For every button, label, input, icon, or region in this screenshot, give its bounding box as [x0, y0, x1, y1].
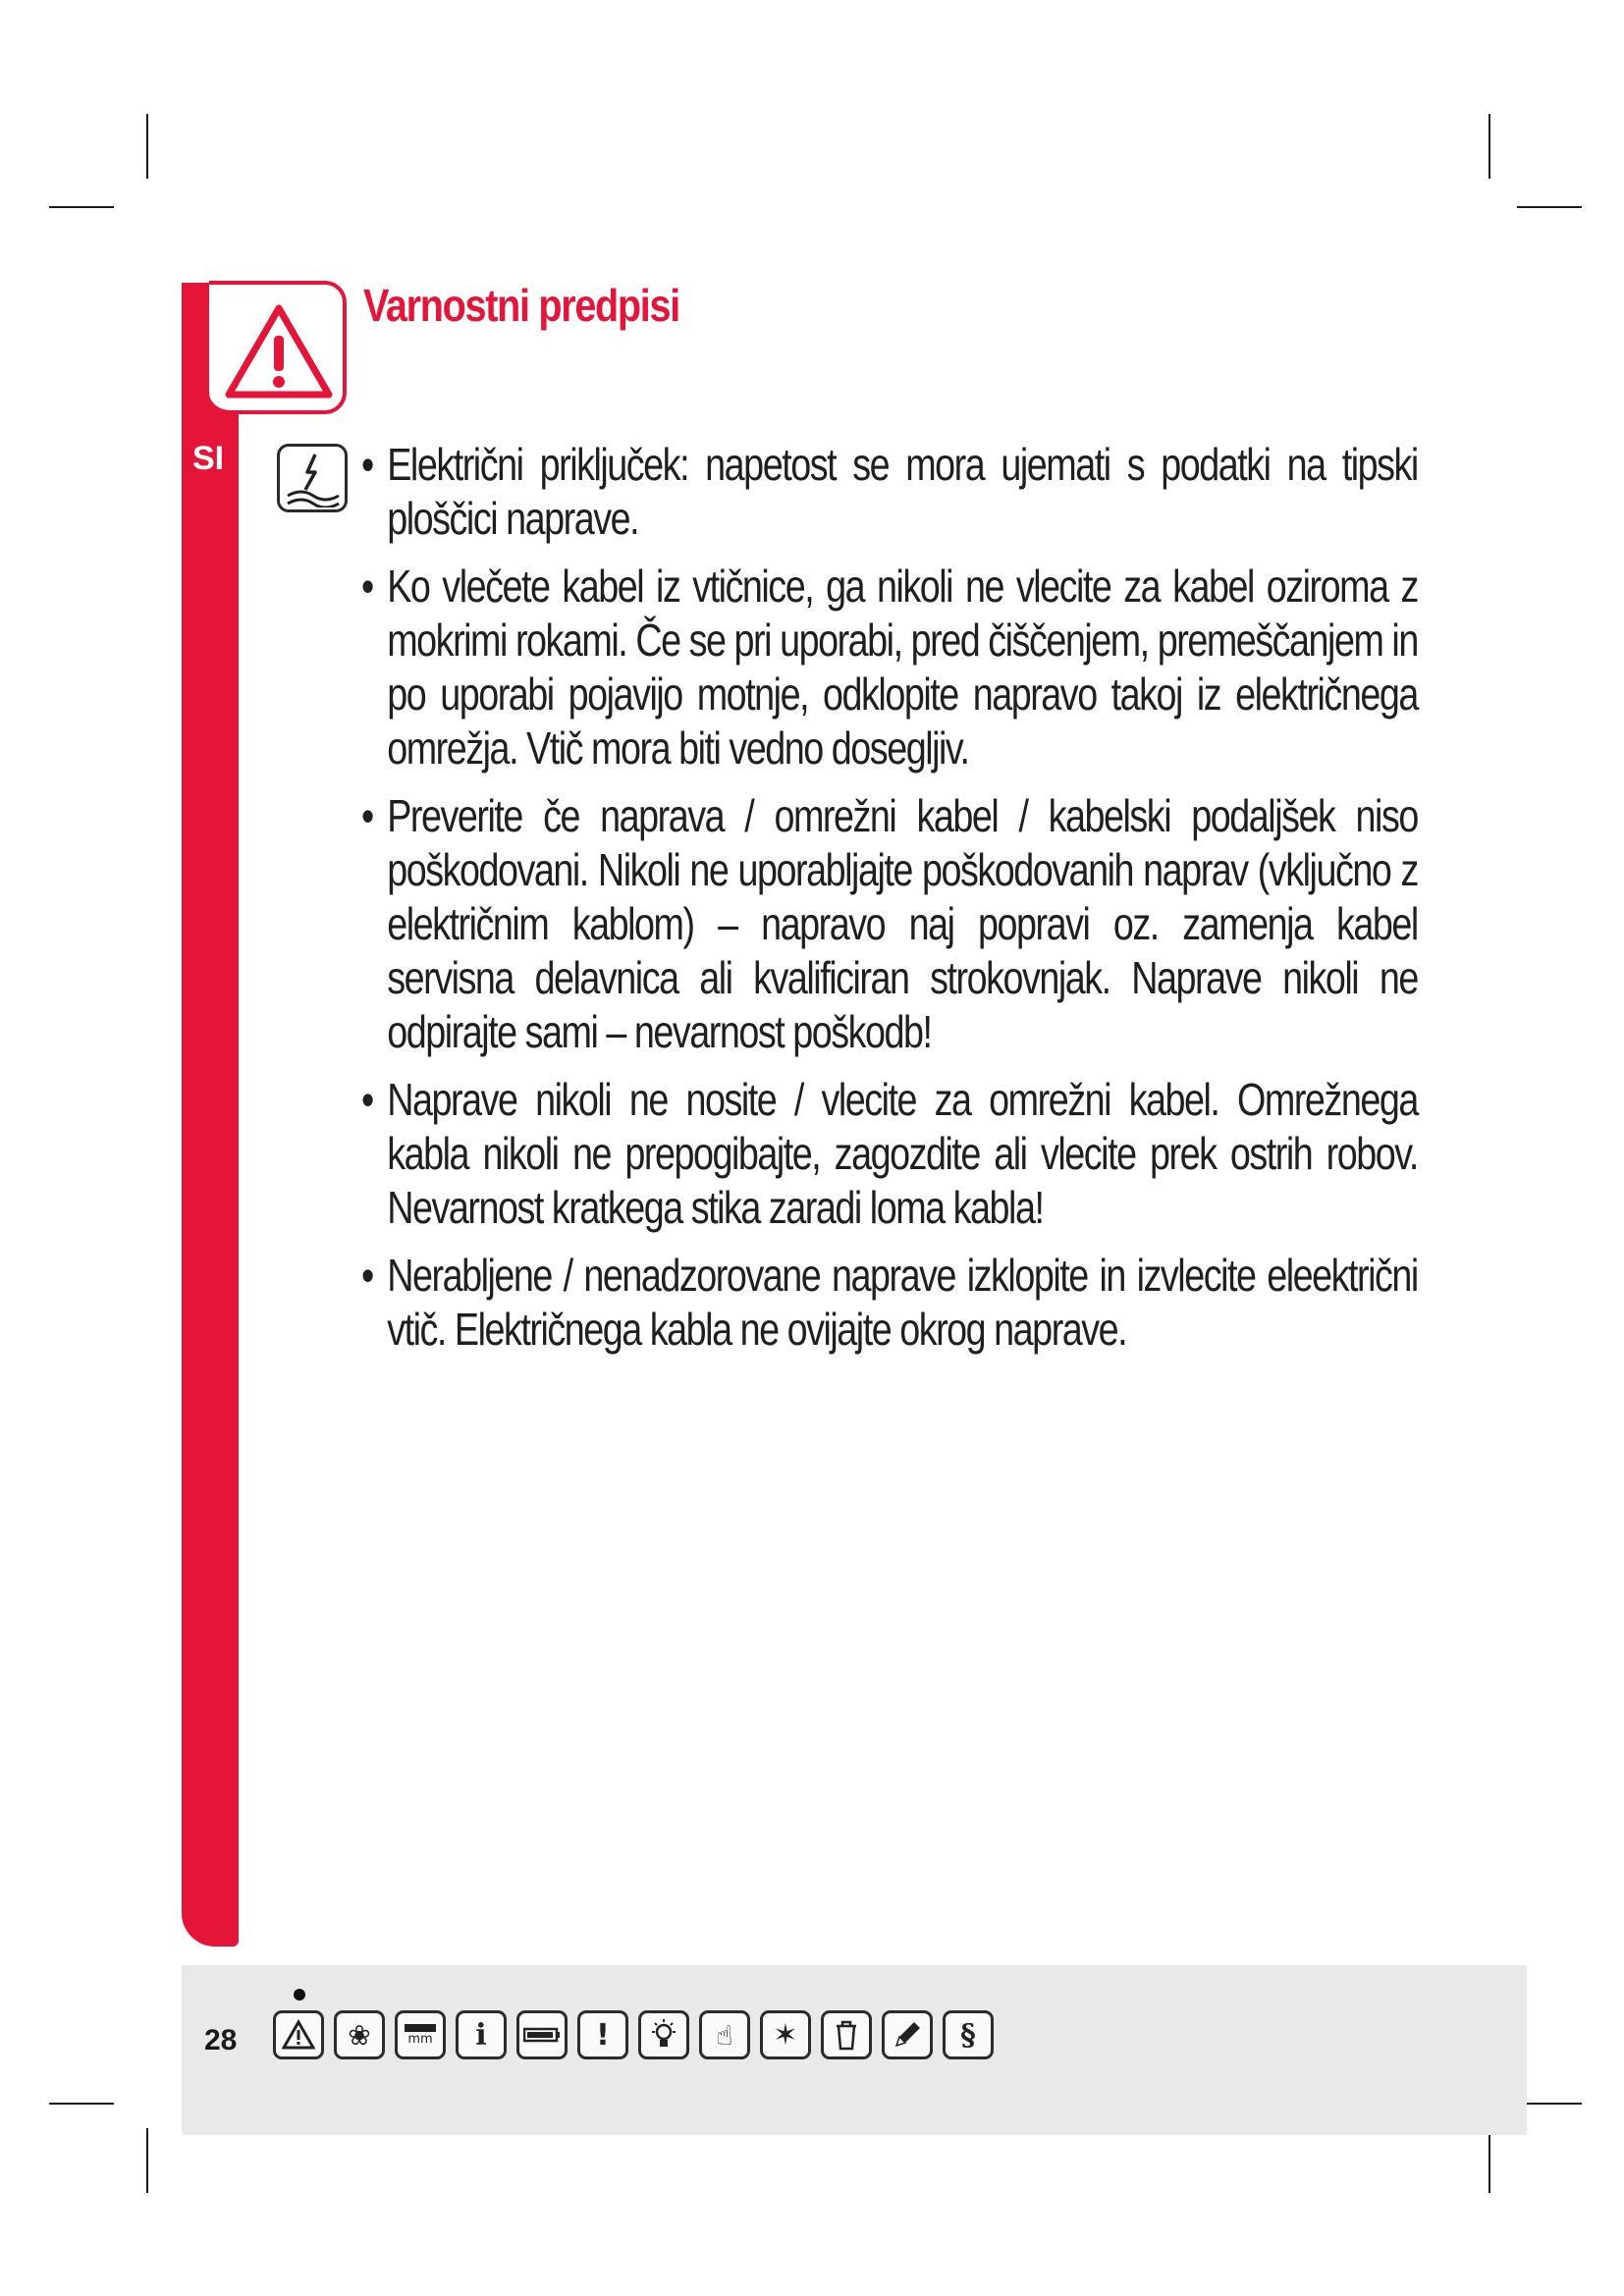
crop-mark: [1489, 2128, 1490, 2193]
rule-item: • Ko vlečete kabel iz vtičnice, ga nikoli ne vlecite za kabel oziroma z mokrimi rokami. Če se pri uporabi, pred čiščenjem, premeščanjem in po uporabi pojavijo motnje, odklopite napravo takoj iz električnega omrežja. Vtič mora biti vedno dosegljiv.: [361, 560, 1418, 775]
rule-item: • Električni priključek: napetost se mora ujemati s podatki na tipski ploščici naprave.: [361, 438, 1418, 546]
crop-mark: [1489, 114, 1490, 179]
crop-mark: [49, 2103, 114, 2105]
page-number: 28: [204, 2024, 238, 2056]
safety-rules-list: [361, 438, 1418, 1370]
nav-sparkle-icon[interactable]: ✶: [760, 2010, 811, 2059]
rule-item: • Naprave nikoli ne nosite / vlecite za omrežni kabel. Omrežnega kabla nikoli ne prepogibajte, zagozdite ali vlecite prek ostrih robov. Nevarnost kratkega stika zaradi loma kabla!: [361, 1073, 1418, 1235]
active-section-indicator: [294, 1989, 305, 2001]
warning-triangle-icon: [223, 302, 335, 400]
crop-mark: [49, 206, 114, 208]
rule-item: • Nerabljene / nenadzorovane naprave izklopite in izvlecite eleektrični vtič. Električnega kabla ne ovijajte okrog naprave.: [361, 1249, 1418, 1357]
nav-lightbulb-icon[interactable]: [638, 2010, 689, 2059]
nav-ruler-mm-icon[interactable]: [395, 2010, 446, 2059]
nav-paragraph-icon[interactable]: §: [943, 2010, 994, 2059]
page-title: Varnostni predpisi: [363, 280, 679, 331]
crop-mark: [1517, 206, 1582, 208]
crop-mark: [146, 2128, 148, 2193]
electric-hazard-icon: [286, 451, 341, 507]
language-label: SI: [192, 440, 225, 477]
nav-pencil-icon[interactable]: [882, 2010, 933, 2059]
nav-battery-icon[interactable]: [516, 2010, 568, 2059]
nav-warning-icon[interactable]: [273, 2010, 324, 2059]
section-nav: [273, 2010, 994, 2059]
side-bar: [182, 283, 239, 1947]
nav-info-icon[interactable]: i: [456, 2010, 507, 2059]
nav-hand-icon[interactable]: ☝: [699, 2010, 750, 2059]
nav-flower-icon[interactable]: ❀: [334, 2010, 385, 2059]
crop-mark: [146, 114, 148, 179]
nav-exclamation-icon[interactable]: !: [577, 2010, 628, 2059]
warning-box: [209, 281, 347, 414]
electric-hazard-box: [277, 444, 348, 512]
nav-trash-icon[interactable]: [821, 2010, 872, 2059]
rule-item: • Preverite če naprava / omrežni kabel / kabelski podaljšek niso poškodovani. Nikoli ne uporabljajte poškodovanih naprav (vključno z električnim kablom) – napravo naj popravi oz. zamenja kabel servisna delavnica ali kvalificiran strokovnjak. Naprave nikoli ne odpirajte sami – nevarnost poškodb!: [361, 789, 1418, 1059]
ruler-mm-label: mm: [407, 2032, 433, 2047]
